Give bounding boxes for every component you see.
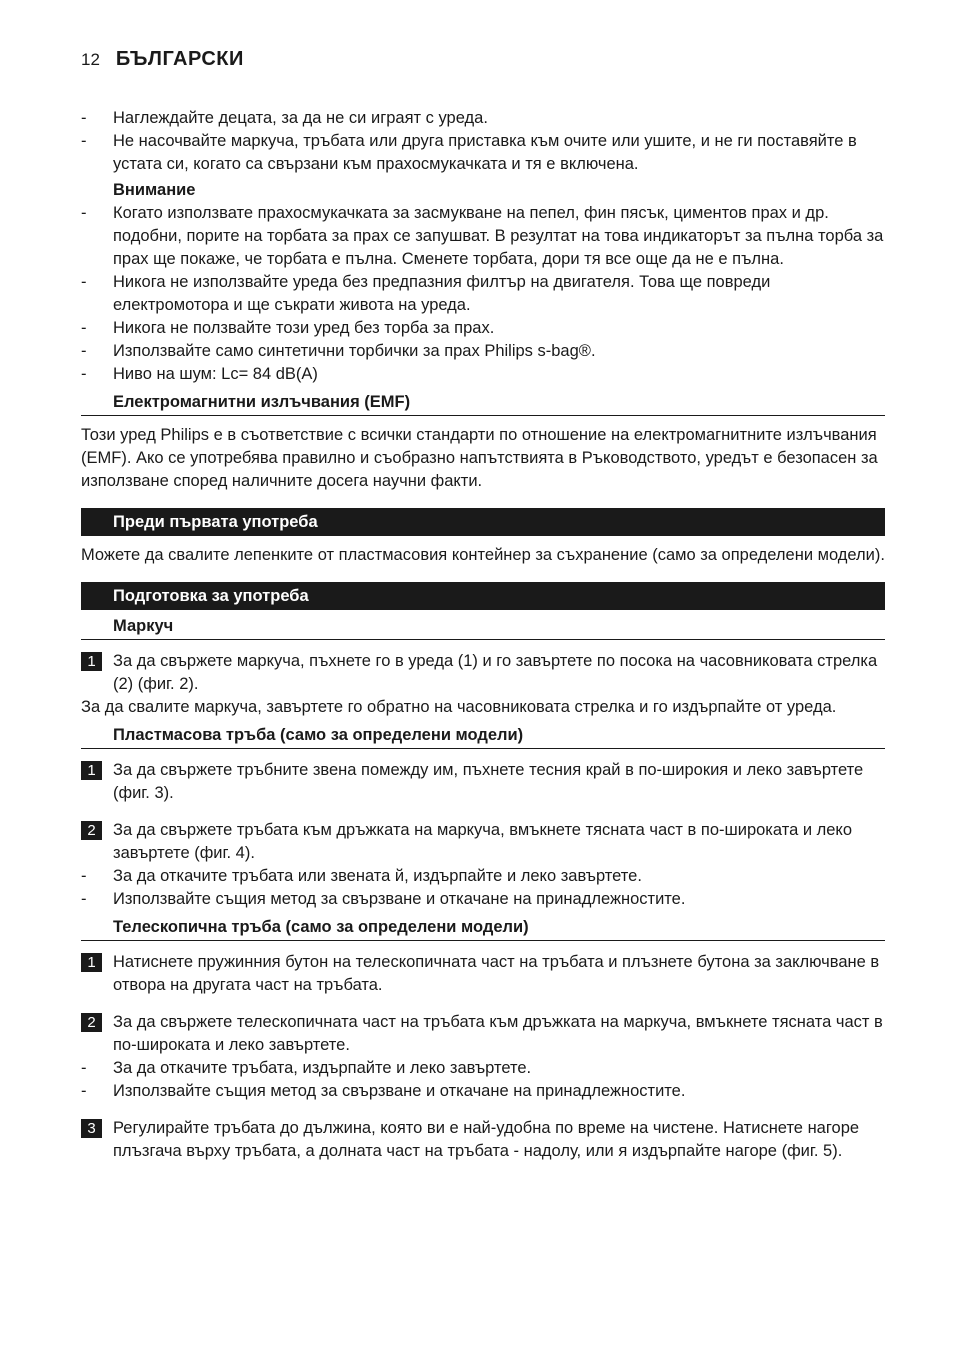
list-item: - Използвайте само синтетични торбички за прах Philips s-bag®. bbox=[81, 342, 596, 360]
step-number-badge: 2 bbox=[81, 821, 102, 840]
page-content bbox=[81, 107, 885, 1163]
step-number-badge: 1 bbox=[81, 761, 102, 780]
list-item: - Никога не използвайте уреда без предпазния филтър на двигателя. Това ще повреди електромотора и ще съкрати живота на уреда. bbox=[81, 273, 771, 314]
list-item: - Ниво на шум: Lc= 84 dB(A) bbox=[81, 365, 318, 383]
step-number-badge: 1 bbox=[81, 953, 102, 972]
list-item: - За да откачите тръбата, издърпайте и леко завъртете. bbox=[81, 1059, 532, 1077]
hose-heading: Маркуч bbox=[81, 615, 885, 640]
page-header bbox=[81, 48, 244, 71]
hose-step-1: 1 За да свържете маркуча, пъхнете го в уреда (1) и го завъртете по посока на часовниковата стрелка (2) (фиг. 2). bbox=[81, 650, 885, 696]
list-item: - Наглеждайте децата, за да не си играят с уреда. bbox=[81, 109, 488, 127]
plastic-tube-heading: Пластмасова тръба (само за определени модели) bbox=[81, 724, 885, 749]
page-number: 12 bbox=[81, 50, 100, 69]
plastic-tube-step-2: 2 За да свържете тръбата към дръжката на маркуча, вмъкнете тясната част в по-широката и леко завъртете (фиг. 4). bbox=[81, 819, 885, 865]
telescopic-tube-step-1: 1 Натиснете пружинния бутон на телескопичната част на тръбата и плъзнете бутона за заключване в отвора на другата част на тръбата. bbox=[81, 951, 885, 997]
preparing-heading: Подготовка за употреба bbox=[81, 582, 885, 610]
telescopic-tube-heading: Телескопична тръба (само за определени модели) bbox=[81, 916, 885, 941]
telescopic-tube-step-2: 2 За да свържете телескопичната част на тръбата към дръжката на маркуча, вмъкнете тясната част в по-широката и леко завъртете. bbox=[81, 1011, 885, 1057]
plastic-tube-step-1: 1 За да свържете тръбните звена помежду им, пъхнете тесния край в по-широкия и леко завъртете (фиг. 3). bbox=[81, 759, 885, 805]
list-item: - За да откачите тръбата или звената й, издърпайте и леко завъртете. bbox=[81, 867, 642, 885]
list-item: - Когато използвате прахосмукачката за засмукване на пепел, фин пясък, циментов прах и др. подобни, порите на торбата за прах се запушват. В резултат на това индикаторът за пълна торба за прах ще покаже, че торбата е пълна. Сменете торбата, дори тя все още да не е пълна. bbox=[81, 204, 884, 268]
before-first-use-heading: Преди първата употреба bbox=[81, 508, 885, 536]
emf-heading: Електромагнитни излъчвания (EMF) bbox=[81, 391, 885, 416]
list-item: - Използвайте същия метод за свързване и откачане на принадлежностите. bbox=[81, 1082, 686, 1100]
telescopic-tube-step-3: 3 Регулирайте тръбата до дължина, която ви е най-удобна по време на чистене. Натиснете нагоре плъзгача върху тръбата, а долната част на тръбата - надолу, или я издърпайте нагоре (фиг. 5). bbox=[81, 1117, 885, 1163]
list-item: - Никога не ползвайте този уред без торба за прах. bbox=[81, 319, 495, 337]
page-language-title: БЪЛГАРСКИ bbox=[115, 48, 244, 70]
caution-title: Внимание bbox=[113, 181, 196, 199]
list-item: - Не насочвайте маркуча, тръбата или друга приставка към очите или ушите, и не ги поставяйте в устата си, когато са свързани към прахосмукачката и тя е включена. bbox=[81, 132, 857, 173]
before-first-use-paragraph: Можете да свалите лепенките от пластмасовия контейнер за съхранение (само за определени модели). bbox=[81, 546, 885, 564]
step-number-badge: 1 bbox=[81, 652, 102, 671]
hose-note: За да свалите маркуча, завъртете го обратно на часовниковата стрелка и го издърпайте от уреда. bbox=[81, 698, 837, 716]
emf-paragraph: Този уред Philips е в съответствие с всички стандарти по отношение на електромагнитните излъчвания (EMF). Ако се употребява правилно и съобразно напътствията в Ръководството, уредът е безопасен за използване според наличните досега научни факти. bbox=[81, 426, 878, 490]
list-item: - Използвайте същия метод за свързване и откачане на принадлежностите. bbox=[81, 890, 686, 908]
step-number-badge: 3 bbox=[81, 1119, 102, 1138]
step-number-badge: 2 bbox=[81, 1013, 102, 1032]
